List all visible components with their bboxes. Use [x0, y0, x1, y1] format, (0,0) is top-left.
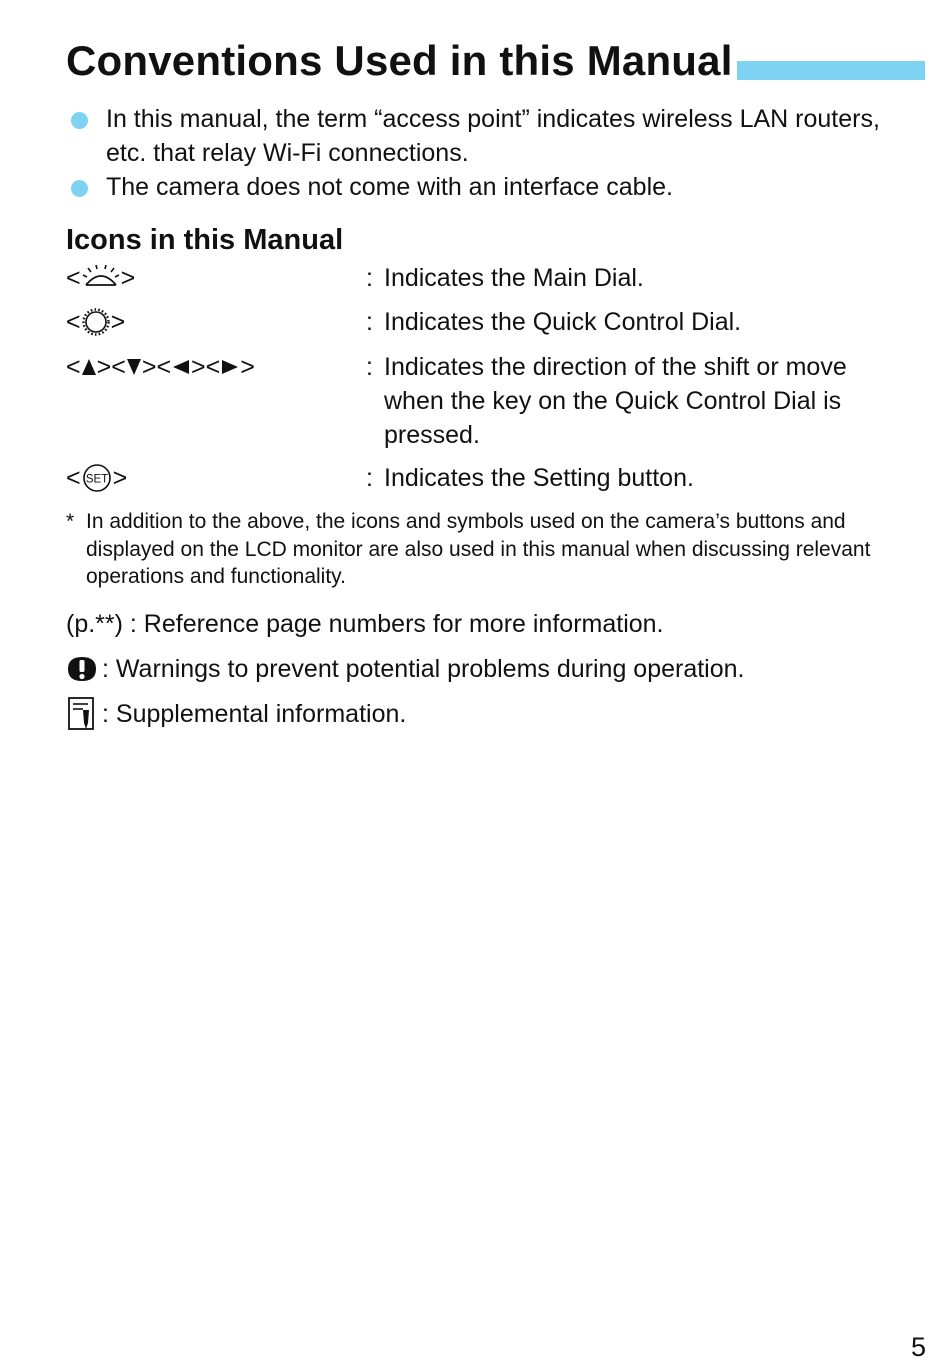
icon-cell: [66, 261, 135, 295]
bullet-item: [66, 170, 926, 204]
description-text: Indicates the direction of the shift or move when the key on the Quick Control Dial is pressed.: [384, 353, 847, 449]
colon: :: [366, 264, 373, 292]
warning-text: : Warnings to prevent potential problems during operation.: [102, 655, 745, 683]
warning-line: [66, 652, 745, 686]
angle-close: >: [240, 353, 255, 381]
page-reference-line: [66, 607, 664, 641]
description-cell: [366, 261, 904, 295]
angle-open: <: [66, 264, 81, 292]
arrow-left-icon: [171, 359, 191, 375]
angle-close: >: [120, 264, 136, 292]
description-cell: [366, 461, 904, 495]
title-accent-bar: [737, 61, 925, 80]
footnote-text: In addition to the above, the icons and symbols used on the camera’s buttons and displayed on the LCD monitor are also used in this manual when discussing relevant operations and functionality.: [86, 510, 871, 588]
page-reference-text: (p.**) : Reference page numbers for more information.: [66, 610, 664, 638]
page-title: Conventions Used in this Manual: [66, 37, 733, 84]
footnote: [66, 508, 926, 591]
section-title: Icons in this Manual: [66, 224, 344, 256]
quick-control-dial-icon: [81, 308, 111, 336]
description-cell: [366, 350, 904, 452]
main-dial-icon: [81, 265, 121, 291]
angle-open: <: [156, 353, 172, 381]
angle-open: <: [66, 353, 81, 381]
supplemental-text: : Supplemental information.: [102, 700, 407, 728]
arrow-down-icon: [126, 357, 142, 377]
set-label: SET: [85, 473, 108, 486]
page-number: 5: [910, 1332, 926, 1362]
angle-open: <: [66, 308, 81, 336]
intro-bullet-list: [66, 102, 926, 204]
arrow-up-icon: [81, 357, 97, 377]
angle-close: >: [96, 353, 112, 381]
icon-cell: [66, 350, 255, 384]
bullet-text: In this manual, the term “access point” indicates wireless LAN routers, etc. that relay Wi-Fi connections.: [106, 105, 880, 167]
set-button-icon: [81, 463, 113, 493]
description-text: Indicates the Setting button.: [384, 464, 694, 492]
icon-cell: [66, 461, 127, 495]
angle-close: >: [110, 308, 126, 336]
colon: :: [366, 353, 373, 381]
supplemental-line: [66, 696, 406, 732]
angle-close: >: [141, 353, 157, 381]
angle-open: <: [66, 464, 81, 492]
footnote-marker: *: [66, 510, 75, 533]
bullet-text: The camera does not come with an interface cable.: [106, 173, 673, 201]
bullet-item: [66, 102, 926, 170]
memo-icon: [66, 696, 102, 732]
bullet-dot-icon: [71, 180, 88, 197]
description-text: Indicates the Quick Control Dial.: [384, 308, 742, 336]
angle-open: <: [205, 353, 221, 381]
description-text: Indicates the Main Dial.: [384, 264, 644, 292]
colon: :: [366, 308, 373, 336]
icon-cell: [66, 305, 125, 339]
warning-icon: [66, 654, 102, 684]
angle-open: <: [111, 353, 126, 381]
angle-close: >: [191, 353, 206, 381]
description-cell: [366, 305, 904, 339]
colon: :: [366, 464, 373, 492]
bullet-dot-icon: [71, 112, 88, 129]
arrow-right-icon: [220, 359, 240, 375]
angle-close: >: [112, 464, 128, 492]
